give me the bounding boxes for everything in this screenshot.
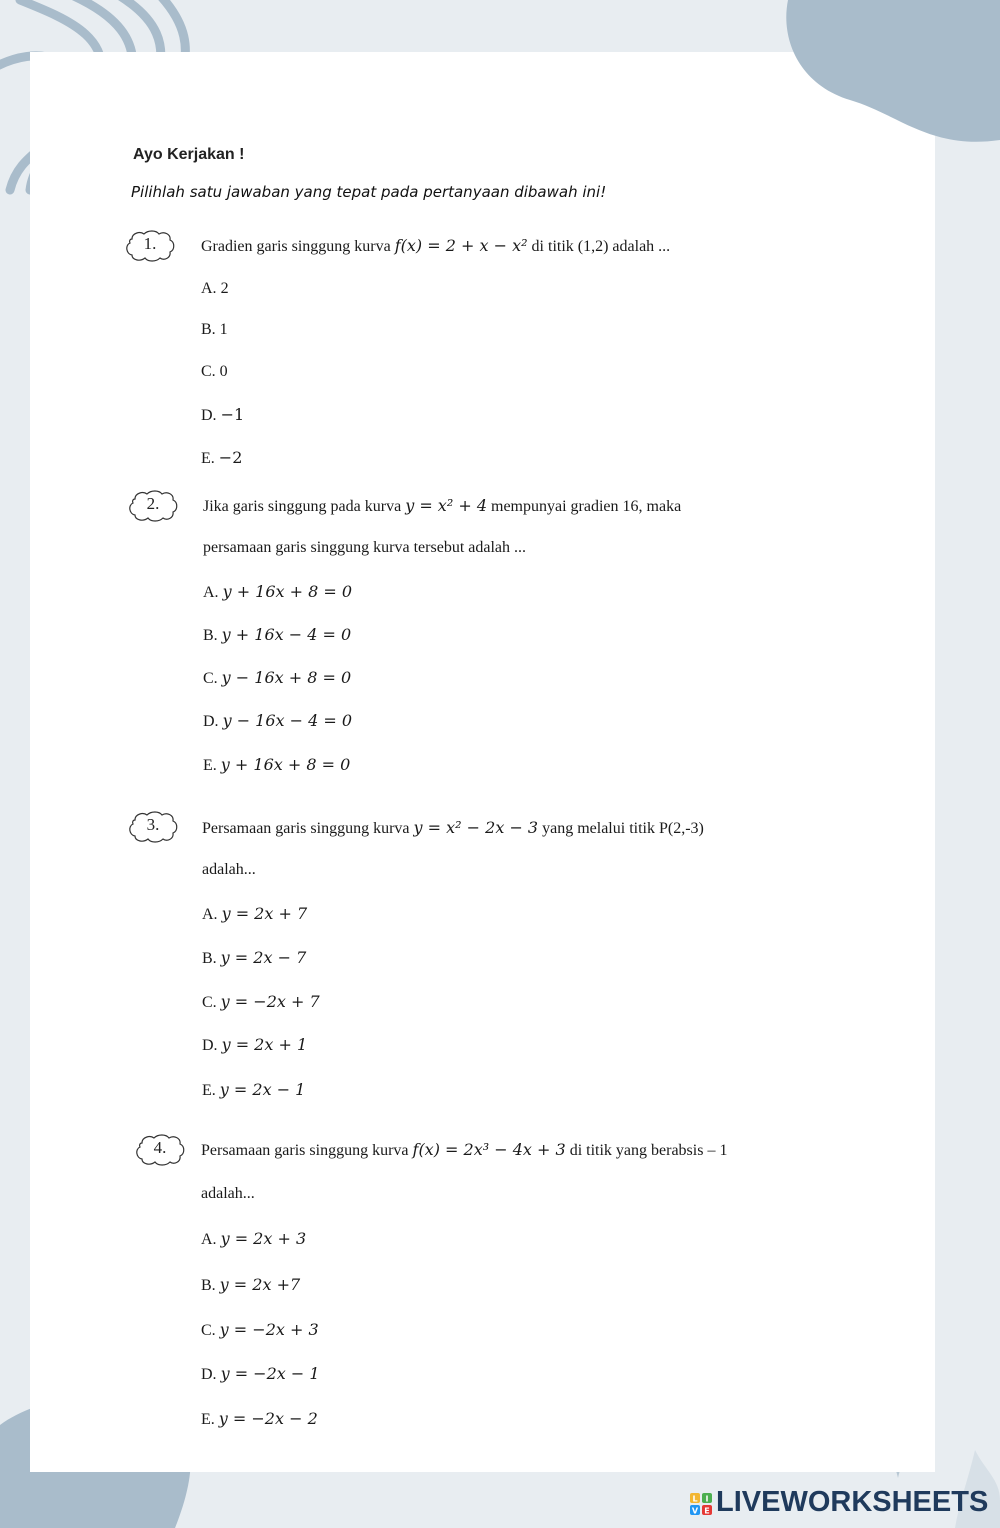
question-text-line2: adalah... — [202, 861, 256, 878]
option-letter: D. — [203, 713, 219, 730]
option-letter: D. — [201, 407, 217, 424]
option-letter: B. — [202, 950, 217, 967]
option-text: y = −2x + 7 — [220, 992, 320, 1011]
answer-option[interactable] — [201, 1364, 320, 1384]
question-text — [203, 496, 681, 516]
answer-option[interactable] — [201, 405, 244, 425]
page-heading: Ayo Kerjakan ! — [133, 146, 245, 163]
option-letter: C. — [202, 994, 217, 1011]
logo-mark-letter: V — [691, 1506, 699, 1515]
question-text-part: mempunyai gradien 16, maka — [487, 498, 682, 515]
option-text: 1 — [219, 321, 228, 338]
instruction-text: Pilihlah satu jawaban yang tepat pada pertanyaan dibawah ini! — [131, 183, 607, 201]
answer-option[interactable] — [201, 321, 228, 339]
option-text: y = 2x + 3 — [220, 1229, 307, 1248]
question-text — [202, 818, 704, 838]
option-text: y = 2x +7 — [219, 1275, 301, 1294]
option-letter: E. — [202, 1082, 216, 1099]
question-formula: y = x² + 4 — [405, 496, 487, 515]
option-letter: B. — [203, 627, 218, 644]
answer-option[interactable] — [202, 904, 307, 924]
option-text: −2 — [218, 448, 243, 467]
answer-option[interactable] — [201, 448, 242, 468]
answer-option[interactable] — [201, 1229, 306, 1249]
option-letter: A. — [202, 906, 218, 923]
option-letter: B. — [201, 321, 216, 338]
question-text-part: di titik yang berabsis – 1 — [565, 1142, 728, 1159]
question-text-part: Jika garis singgung pada kurva — [203, 498, 406, 515]
answer-option[interactable] — [201, 363, 228, 381]
option-text: y + 16x + 8 = 0 — [222, 582, 353, 601]
answer-option[interactable] — [201, 1320, 319, 1340]
answer-option[interactable] — [203, 582, 352, 602]
option-text: 2 — [220, 280, 229, 297]
answer-option[interactable] — [203, 668, 351, 688]
question-text — [201, 236, 670, 256]
option-text: y − 16x + 8 = 0 — [221, 668, 352, 687]
option-text: y = 2x − 1 — [219, 1080, 306, 1099]
option-text: y + 16x − 4 = 0 — [221, 625, 352, 644]
answer-option[interactable] — [203, 625, 351, 645]
question-number-badge — [124, 229, 176, 263]
question-formula: f(x) = 2x³ − 4x + 3 — [412, 1140, 566, 1159]
question-number: 3. — [146, 815, 160, 834]
logo-mark-letter: E — [704, 1506, 710, 1515]
question-formula: f(x) = 2 + x − x² — [394, 236, 528, 255]
question-text-part: yang melalui titik P(2,-3) — [538, 820, 704, 837]
question-text-line2: adalah... — [201, 1185, 255, 1202]
question-number-badge — [127, 810, 179, 844]
question-text-line2: persamaan garis singgung kurva tersebut adalah ... — [203, 539, 527, 556]
answer-option[interactable] — [202, 1035, 307, 1055]
liveworksheets-logo-icon — [690, 1493, 712, 1515]
option-text: y = −2x − 1 — [220, 1364, 320, 1383]
answer-option[interactable] — [201, 1409, 318, 1429]
question-number-badge — [127, 489, 179, 523]
question-text-part: di titik (1,2) adalah ... — [527, 238, 671, 255]
question-number: 1. — [143, 234, 157, 253]
option-text: 0 — [219, 363, 228, 380]
option-letter: C. — [201, 363, 216, 380]
option-letter: D. — [202, 1037, 218, 1054]
answer-option[interactable] — [202, 992, 320, 1012]
liveworksheets-logo[interactable]: LIVEWORKSHEETS — [716, 1486, 989, 1518]
question-number: 4. — [153, 1138, 167, 1157]
option-text: y = 2x + 7 — [221, 904, 308, 923]
option-text: y = 2x + 1 — [221, 1035, 308, 1054]
option-letter: E. — [201, 1411, 215, 1428]
option-letter: C. — [201, 1322, 216, 1339]
question-formula: y = x² − 2x − 3 — [413, 818, 539, 837]
answer-option[interactable] — [202, 1080, 305, 1100]
question-text-part: Gradien garis singgung kurva — [201, 238, 395, 255]
question-text-part: Persamaan garis singgung kurva — [201, 1142, 413, 1159]
option-letter: E. — [203, 757, 217, 774]
option-letter: B. — [201, 1277, 216, 1294]
answer-option[interactable] — [203, 711, 352, 731]
question-text — [201, 1140, 727, 1160]
logo-mark-letter: I — [705, 1494, 709, 1504]
option-text: y = −2x + 3 — [219, 1320, 319, 1339]
option-text: y = −2x − 2 — [218, 1409, 318, 1428]
answer-option[interactable] — [202, 948, 306, 968]
option-text: y + 16x + 8 = 0 — [220, 755, 351, 774]
answer-option[interactable] — [201, 1275, 300, 1295]
answer-option[interactable] — [203, 755, 350, 775]
option-letter: A. — [203, 584, 219, 601]
option-letter: A. — [201, 280, 217, 297]
option-text: y = 2x − 7 — [220, 948, 307, 967]
option-letter: C. — [203, 670, 218, 687]
option-letter: E. — [201, 450, 215, 467]
question-text-part: Persamaan garis singgung kurva — [202, 820, 414, 837]
option-letter: A. — [201, 1231, 217, 1248]
option-text: −1 — [220, 405, 245, 424]
question-number: 2. — [146, 494, 160, 513]
option-text: y − 16x − 4 = 0 — [222, 711, 353, 730]
logo-mark-letter: L — [692, 1494, 698, 1504]
question-number-badge — [134, 1133, 186, 1167]
answer-option[interactable] — [201, 280, 229, 298]
option-letter: D. — [201, 1366, 217, 1383]
